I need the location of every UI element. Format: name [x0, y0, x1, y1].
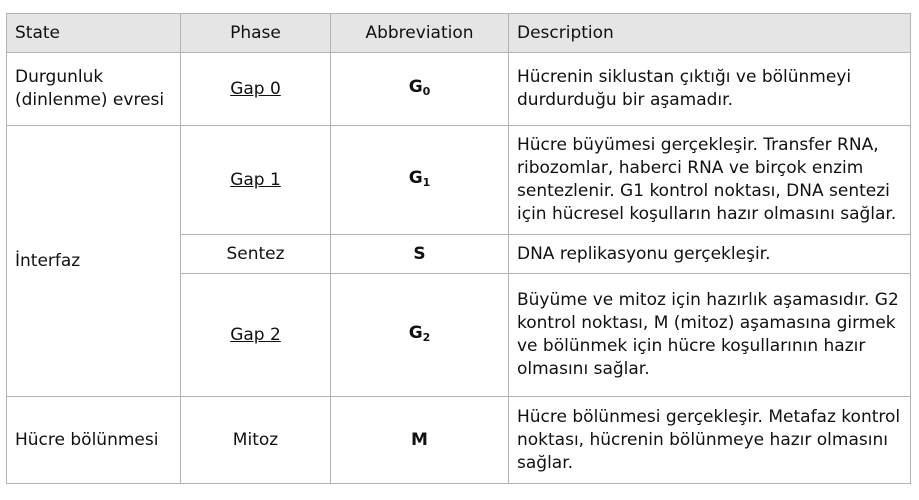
- phase-cell: [181, 274, 331, 397]
- abbreviation-subscript: 0: [422, 84, 431, 98]
- description-cell: Büyüme ve mitoz için hazırlık aşamasıdır. G2 kontrol noktası, M (mitoz) aşamasına girmek ve bölünmek için hücre koşullarının hazır olmasını sağlar.: [509, 274, 911, 397]
- table-body: [7, 53, 911, 484]
- abbreviation-cell: S: [331, 235, 509, 274]
- header-phase: Phase: [181, 14, 331, 53]
- phase-cell: Sentez: [181, 235, 331, 274]
- state-cell: Durgunluk (dinlenme) evresi: [7, 53, 181, 126]
- description-cell: Hücrenin siklustan çıktığı ve bölünmeyi durdurduğu bir aşamadır.: [509, 53, 911, 126]
- table-header: [7, 14, 911, 53]
- phase-link[interactable]: Gap 2: [230, 324, 281, 345]
- table-row: [7, 53, 911, 126]
- abbreviation-letter: G: [408, 76, 423, 97]
- description-cell: Hücre bölünmesi gerçekleşir. Metafaz kontrol noktası, hücrenin bölünmeye hazır olmasını sağlar.: [509, 397, 911, 484]
- state-cell: İnterfaz: [7, 126, 181, 397]
- description-cell: Hücre büyümesi gerçekleşir. Transfer RNA, ribozomlar, haberci RNA ve birçok enzim sentezlenir. G1 kontrol noktası, DNA sentezi için hücresel koşulların hazır olmasını sağlar.: [509, 126, 911, 235]
- abbreviation-cell: [331, 274, 509, 397]
- phase-cell: [181, 53, 331, 126]
- header-abbreviation: Abbreviation: [331, 14, 509, 53]
- phase-cell: Mitoz: [181, 397, 331, 484]
- header-description: Description: [509, 14, 911, 53]
- abbreviation-cell: M: [331, 397, 509, 484]
- abbreviation-letter: G: [408, 322, 423, 343]
- cell-cycle-table: [6, 13, 911, 484]
- state-cell: Hücre bölünmesi: [7, 397, 181, 484]
- table-row: [7, 397, 911, 484]
- table-row: [7, 126, 911, 235]
- abbreviation-subscript: 1: [422, 175, 431, 189]
- abbreviation-cell: [331, 126, 509, 235]
- header-state: State: [7, 14, 181, 53]
- phase-link[interactable]: Gap 1: [230, 169, 281, 190]
- abbreviation-subscript: 2: [422, 330, 431, 344]
- phase-link[interactable]: Gap 0: [230, 78, 281, 99]
- phase-cell: [181, 126, 331, 235]
- header-row: [7, 14, 911, 53]
- description-cell: DNA replikasyonu gerçekleşir.: [509, 235, 911, 274]
- abbreviation-cell: [331, 53, 509, 126]
- abbreviation-letter: G: [408, 167, 423, 188]
